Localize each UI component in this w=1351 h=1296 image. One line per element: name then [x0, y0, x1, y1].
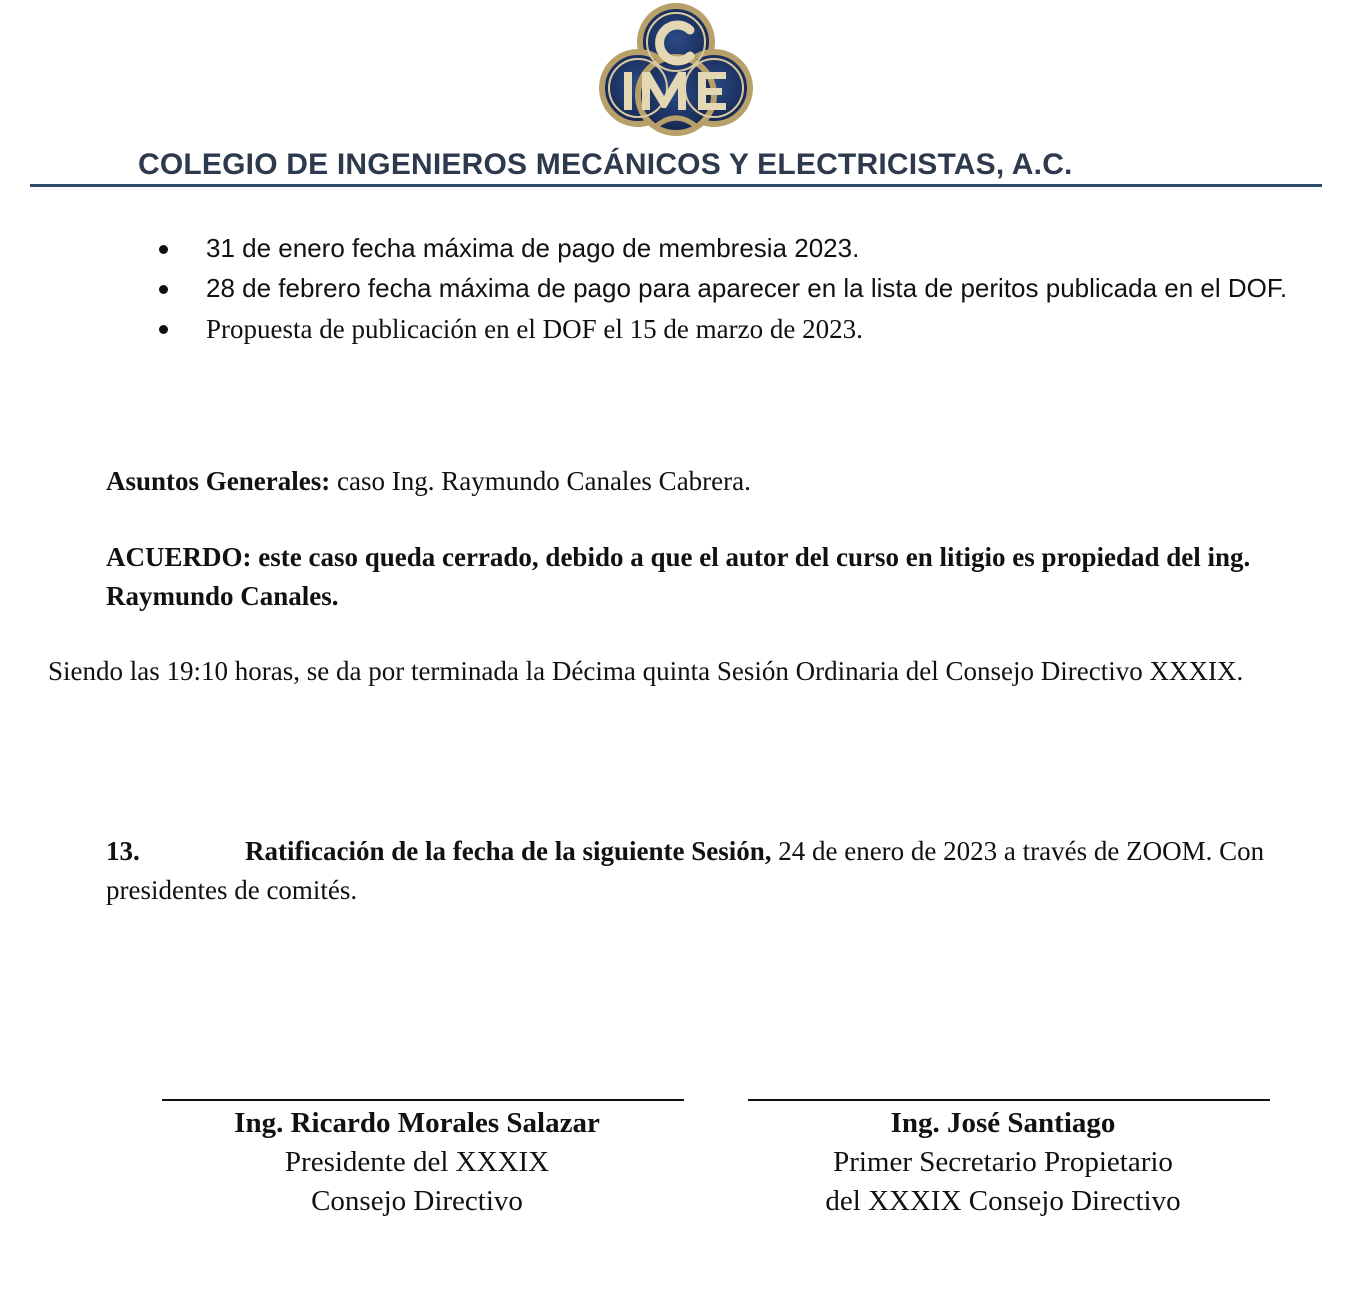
deadline-list	[150, 228, 1310, 349]
general-matters-text: caso Ing. Raymundo Canales Cabrera.	[330, 466, 751, 496]
closing-paragraph: Siendo las 19:10 horas, se da por terminada la Décima quinta Sesión Ordinaria del Consejo Directivo XXXIX.	[48, 656, 1244, 686]
signatory-role: Primer Secretario Propietario	[833, 1146, 1173, 1178]
list-item	[150, 228, 1310, 268]
agreement-paragraph: ACUERDO: este caso queda cerrado, debido a que el autor del curso en litigio es propiedad del ing. Raymundo Canales.	[106, 542, 1251, 611]
general-matters-label: Asuntos Generales:	[106, 466, 331, 496]
bullet-icon	[159, 325, 168, 334]
list-item	[150, 309, 1310, 349]
signatory-role-line2: del XXXIX Consejo Directivo	[825, 1185, 1181, 1217]
item-text: 24 de enero de 2023 a través de ZOOM. Con presidentes de comités.	[106, 836, 1265, 905]
item-number: 13.	[106, 836, 140, 866]
header-rule	[30, 184, 1322, 187]
signature-line-right	[748, 1099, 1270, 1101]
cime-logo	[598, 0, 754, 138]
signatory-role-line2: Consejo Directivo	[311, 1185, 523, 1217]
list-item-text: Propuesta de publicación en el DOF el 15 de marzo de 2023.	[206, 314, 863, 344]
item-13-paragraph	[106, 832, 1296, 910]
list-item-text: 31 de enero fecha máxima de pago de membresia 2023.	[206, 233, 860, 263]
bullet-icon	[159, 285, 168, 294]
signature-block-secretary	[728, 1104, 1278, 1221]
list-item	[150, 268, 1310, 308]
general-matters-paragraph	[106, 462, 751, 501]
signatory-role: Presidente del XXXIX	[284, 1146, 550, 1178]
bullet-icon	[159, 245, 168, 254]
organization-title: COLEGIO DE INGENIEROS MECÁNICOS Y ELECTRICISTAS, A.C.	[138, 148, 1073, 181]
signature-block-president	[132, 1104, 702, 1221]
signatory-name: Ing. Ricardo Morales Salazar	[234, 1107, 600, 1139]
signatory-name: Ing. José Santiago	[890, 1107, 1116, 1139]
signature-line-left	[162, 1099, 684, 1101]
item-title: Ratificación de la fecha de la siguiente Sesión,	[245, 836, 772, 866]
list-item-text: 28 de febrero fecha máxima de pago para aparecer en la lista de peritos publicada en el DOF.	[206, 273, 1288, 303]
